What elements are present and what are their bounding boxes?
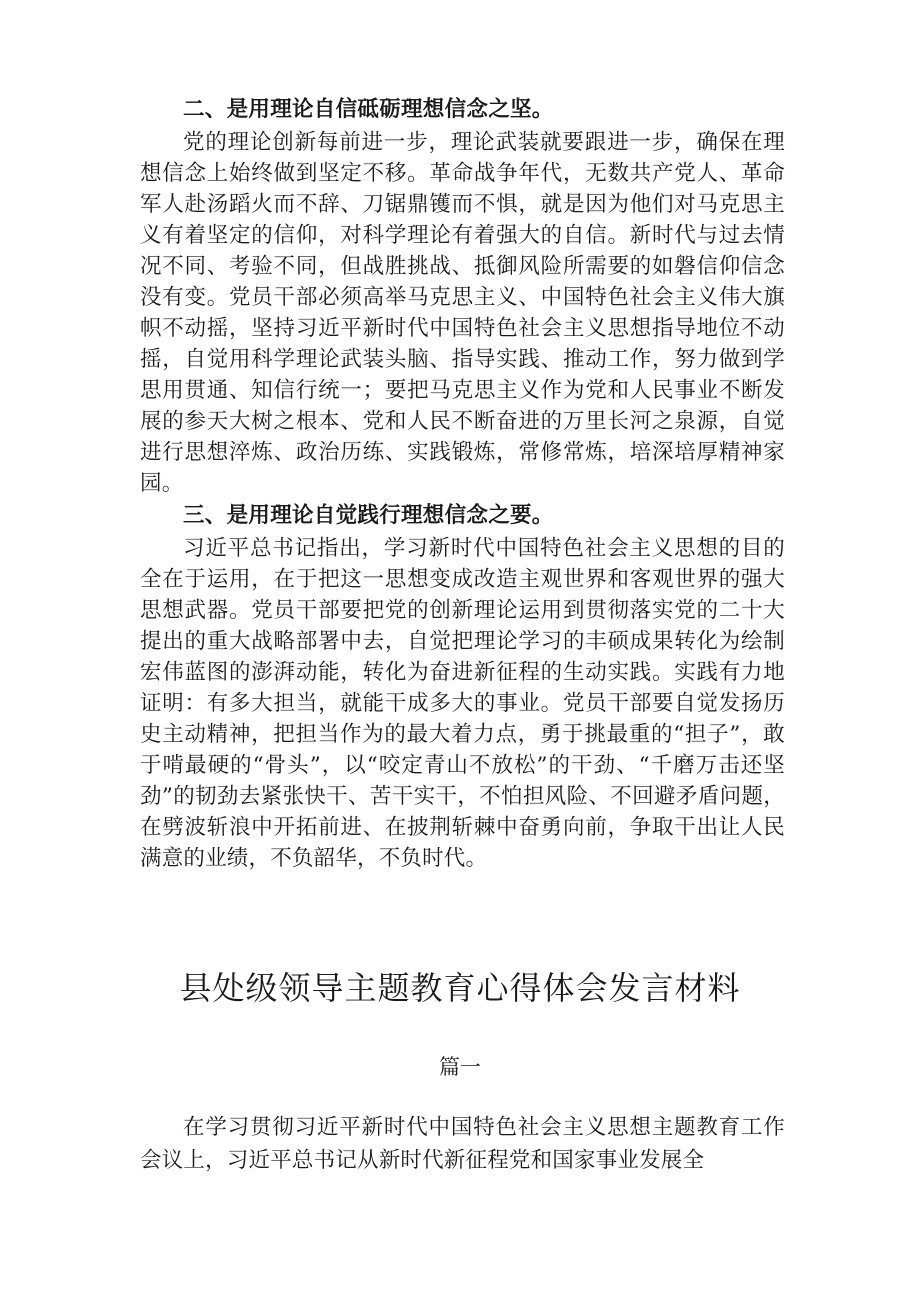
section-paragraph-3: 习近平总书记指出，学习新时代中国特色社会主义思想的目的全在于运用，在于把这一思想变成改造主观世界和客观世界的强大思想武器。党员干部要把党的创新理论运用到贯彻落实党的二十大提出的重大战略部署中去，自觉把理论学习的丰硕成果转化为绘制宏伟蓝图的澎湃动能，转化为奋进新征程的生动实践。实践有力地证明：有多大担当，就能干成多大的事业。党员干部要自觉发扬历史主动精神，把担当作为的最大着力点，勇于挑最重的“担子”，敢于啃最硬的“骨头”，以“咬定青山不放松”的干劲、“千磨万击还坚劲”的韧劲去紧张快干、苦干实干，不怕担风险、不回避矛盾问题，在劈波斩浪中开拓前进、在披荆斩棘中奋勇向前，争取干出让人民满意的业绩，不负韶华，不负时代。 <box>140 536 785 871</box>
article-subtitle: 篇一 <box>439 1055 481 1079</box>
intro-paragraph: 在学习贯彻习近平新时代中国特色社会主义思想主题教育工作会议上，习近平总书记从新时代新征程党和国家事业发展全 <box>140 1115 785 1173</box>
section-heading-3: 三、是用理论自觉践行理想信念之要。 <box>183 503 554 528</box>
section-heading-2: 二、是用理论自信砥砺理想信念之坚。 <box>183 97 554 122</box>
article-title: 县处级领导主题教育心得体会发言材料 <box>179 969 741 1007</box>
document-body <box>140 93 785 874</box>
section-paragraph-2: 党的理论创新每前进一步，理论武装就要跟进一步，确保在理想信念上始终做到坚定不移。革命战争年代，无数共产党人、革命军人赴汤蹈火而不辞、刀锯鼎镬而不惧，就是因为他们对马克思主义有着坚定的信仰，对科学理论有着强大的自信。新时代与过去情况不同、考验不同，但战胜挑战、抵御风险所需要的如磐信仰信念没有变。党员干部必须高举马克思主义、中国特色社会主义伟大旗帜不动摇，坚持习近平新时代中国特色社会主义思想指导地位不动摇，自觉用科学理论武装头脑、指导实践、推动工作，努力做到学思用贯通、知信行统一；要把马克思主义作为党和人民事业不断发展的参天大树之根本、党和人民不断奋进的万里长河之泉源，自觉进行思想淬炼、政治历练、实践锻炼，常修常炼，培深培厚精神家园。 <box>140 130 785 496</box>
article-intro <box>140 1111 785 1177</box>
